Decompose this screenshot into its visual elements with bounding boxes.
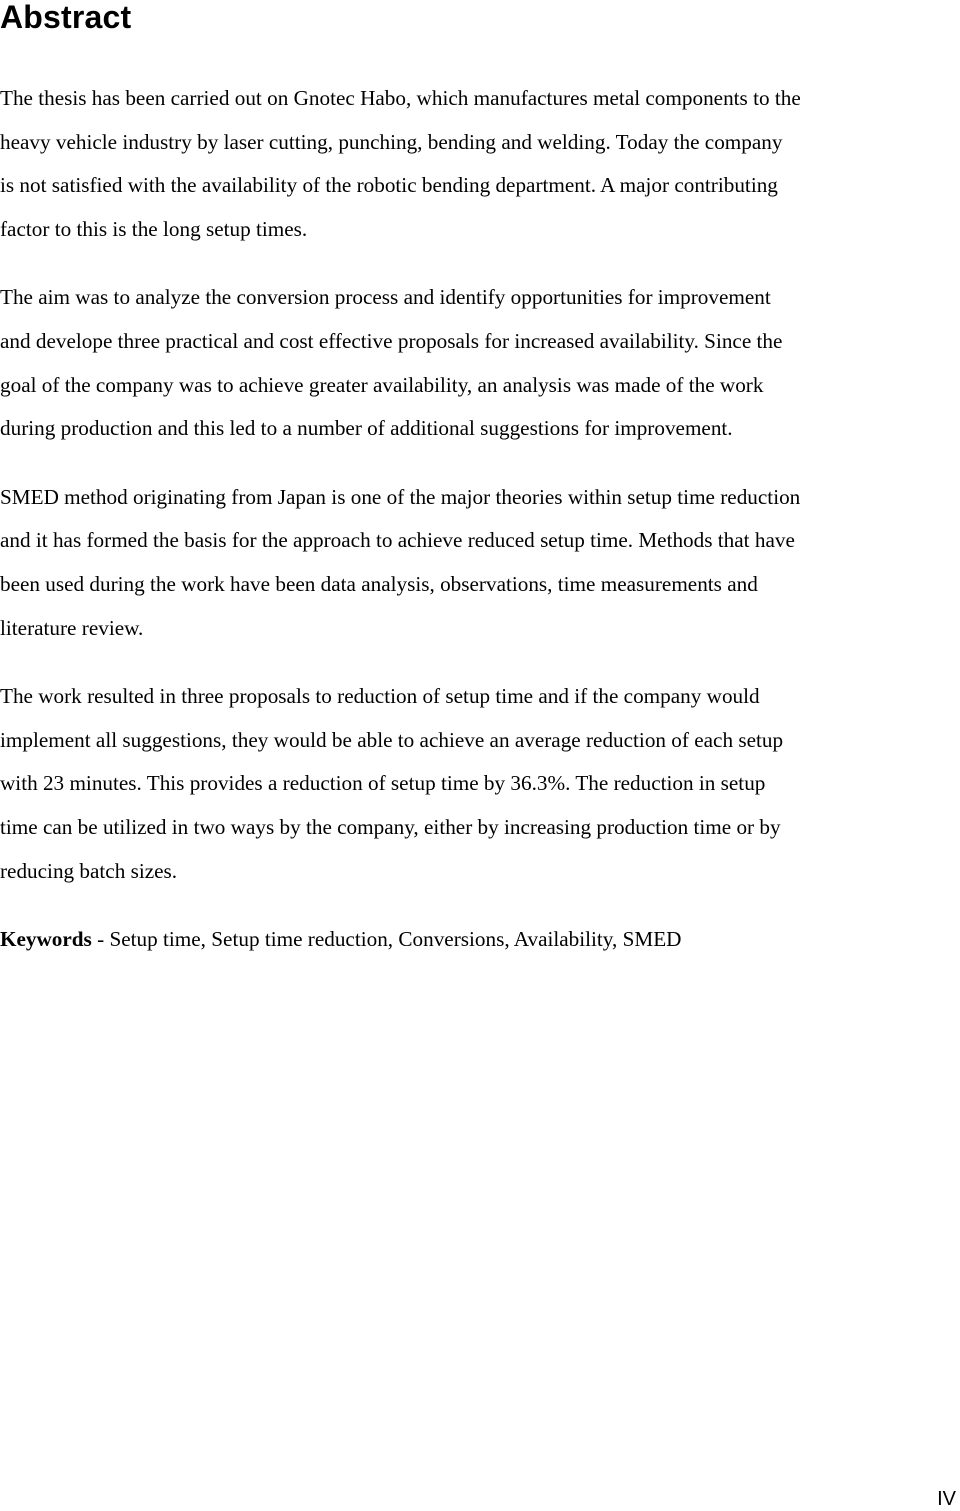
text-line: SMED method originating from Japan is one of the major theories within setup time reduction [0,484,801,509]
text-line: and it has formed the basis for the approach to achieve reduced setup time. Methods that have [0,528,795,553]
text-line: with 23 minutes. This provides a reduction of setup time by 36.3%. The reduction in setup [0,771,766,796]
text-line: literature review. [0,615,144,640]
text-line: been used during the work have been data analysis, observations, time measurements and [0,571,758,596]
text-line: The thesis has been carried out on Gnotec Habo, which manufactures metal components to the [0,86,801,110]
paragraph-results [0,675,960,893]
abstract-heading: Abstract [0,0,132,35]
abstract-body [0,77,960,987]
text-line: The work resulted in three proposals to reduction of setup time and if the company would [0,684,760,709]
paragraph-method [0,476,960,650]
page-number: IV [937,1488,956,1510]
keywords-text: - Setup time, Setup time reduction, Conversions, Availability, SMED [91,927,682,952]
text-line: during production and this led to a number of additional suggestions for improvement. [0,416,733,441]
paragraph-aim [0,276,960,450]
keywords-line [0,918,960,962]
text-line: heavy vehicle industry by laser cutting, punching, bending and welding. Today the company [0,129,783,154]
text-line: implement all suggestions, they would be able to achieve an average reduction of each setup [0,727,784,752]
keywords-label: Keywords [0,927,92,952]
text-line: is not satisfied with the availability of the robotic bending department. A major contributing [0,173,778,198]
text-line: and develope three practical and cost effective proposals for increased availability. Since the [0,328,783,353]
paragraph-introduction [0,77,960,251]
keywords [0,918,960,962]
text-line: The aim was to analyze the conversion process and identify opportunities for improvement [0,285,771,310]
text-line: factor to this is the long setup times. [0,216,308,241]
text-line: goal of the company was to achieve greater availability, an analysis was made of the work [0,372,764,397]
text-line: time can be utilized in two ways by the company, either by increasing production time or by [0,814,781,839]
text-line: reducing batch sizes. [0,858,178,883]
